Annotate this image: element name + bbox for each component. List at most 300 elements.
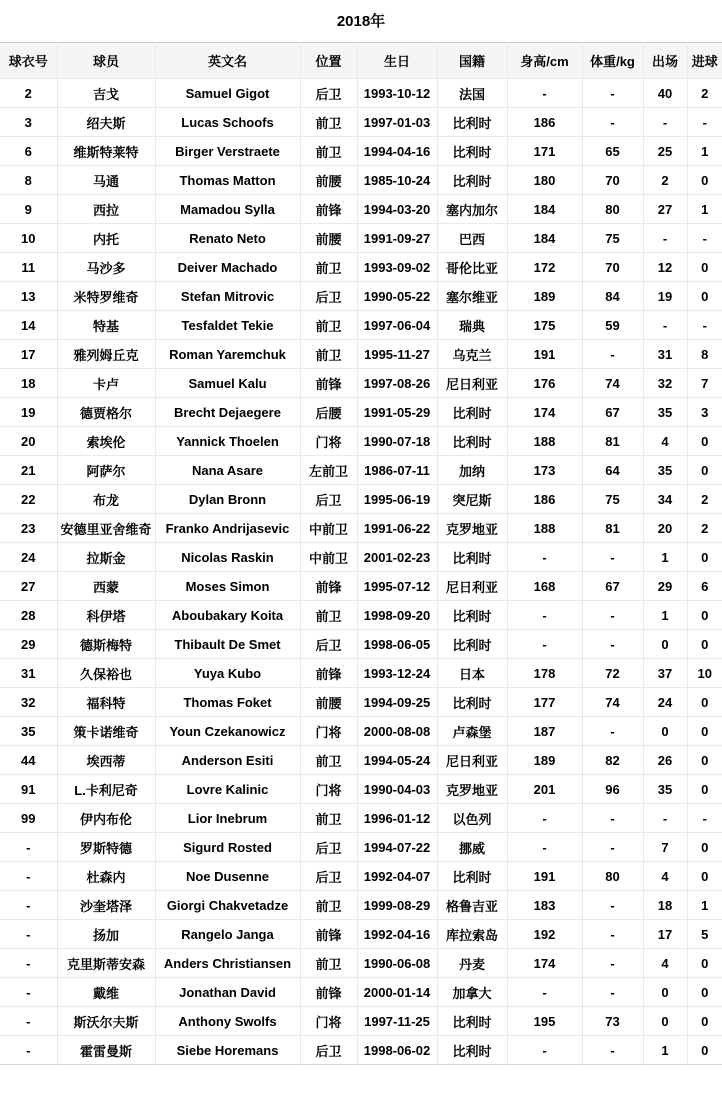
table-cell: 特基 bbox=[57, 311, 155, 340]
table-cell: 1990-05-22 bbox=[357, 282, 437, 311]
table-cell: 99 bbox=[0, 804, 57, 833]
table-cell: 1994-04-16 bbox=[357, 137, 437, 166]
table-cell: 189 bbox=[507, 282, 582, 311]
table-cell: Yuya Kubo bbox=[155, 659, 300, 688]
table-cell: 1992-04-16 bbox=[357, 920, 437, 949]
table-cell: 72 bbox=[582, 659, 643, 688]
table-cell: 1990-06-08 bbox=[357, 949, 437, 978]
table-cell: 27 bbox=[643, 195, 687, 224]
table-cell: 杜森内 bbox=[57, 862, 155, 891]
table-row bbox=[0, 630, 722, 659]
table-cell: 前卫 bbox=[300, 340, 357, 369]
table-row bbox=[0, 485, 722, 514]
table-cell: - bbox=[0, 920, 57, 949]
table-cell: Samuel Gigot bbox=[155, 79, 300, 108]
table-cell: 1995-07-12 bbox=[357, 572, 437, 601]
table-cell: 0 bbox=[687, 427, 722, 456]
table-cell: 0 bbox=[687, 1036, 722, 1065]
table-cell: 192 bbox=[507, 920, 582, 949]
table-cell: 3 bbox=[687, 398, 722, 427]
table-cell: 巴西 bbox=[437, 224, 507, 253]
table-cell: 前卫 bbox=[300, 253, 357, 282]
table-cell: 克罗地亚 bbox=[437, 775, 507, 804]
table-row bbox=[0, 775, 722, 804]
table-cell: 9 bbox=[0, 195, 57, 224]
table-cell: 伊内布伦 bbox=[57, 804, 155, 833]
table-cell: 前卫 bbox=[300, 804, 357, 833]
table-cell: 左前卫 bbox=[300, 456, 357, 485]
table-cell: 后卫 bbox=[300, 1036, 357, 1065]
table-row bbox=[0, 601, 722, 630]
table-cell: 195 bbox=[507, 1007, 582, 1036]
table-row bbox=[0, 804, 722, 833]
table-cell: - bbox=[582, 630, 643, 659]
table-cell: 比利时 bbox=[437, 1036, 507, 1065]
table-cell: 前卫 bbox=[300, 108, 357, 137]
table-cell: Brecht Dejaegere bbox=[155, 398, 300, 427]
table-cell: 策卡诺维奇 bbox=[57, 717, 155, 746]
table-cell: 31 bbox=[643, 340, 687, 369]
table-cell: 1997-08-26 bbox=[357, 369, 437, 398]
table-cell: 久保裕也 bbox=[57, 659, 155, 688]
table-cell: - bbox=[582, 804, 643, 833]
table-cell: 187 bbox=[507, 717, 582, 746]
table-cell: 1997-06-04 bbox=[357, 311, 437, 340]
table-cell: 70 bbox=[582, 166, 643, 195]
table-cell: 96 bbox=[582, 775, 643, 804]
table-cell: 80 bbox=[582, 195, 643, 224]
table-cell: 以色列 bbox=[437, 804, 507, 833]
table-cell: 0 bbox=[687, 456, 722, 485]
table-cell: 180 bbox=[507, 166, 582, 195]
table-cell: Stefan Mitrovic bbox=[155, 282, 300, 311]
table-cell: - bbox=[687, 224, 722, 253]
table-cell: Roman Yaremchuk bbox=[155, 340, 300, 369]
table-row bbox=[0, 949, 722, 978]
table-cell: - bbox=[582, 601, 643, 630]
table-cell: 索埃伦 bbox=[57, 427, 155, 456]
table-cell: 173 bbox=[507, 456, 582, 485]
table-cell: Sigurd Rosted bbox=[155, 833, 300, 862]
table-cell: 后卫 bbox=[300, 862, 357, 891]
table-cell: 1991-09-27 bbox=[357, 224, 437, 253]
table-cell: 22 bbox=[0, 485, 57, 514]
table-cell: 1 bbox=[643, 543, 687, 572]
table-cell: 29 bbox=[643, 572, 687, 601]
table-cell: 91 bbox=[0, 775, 57, 804]
table-cell: Renato Neto bbox=[155, 224, 300, 253]
table-cell: 后卫 bbox=[300, 630, 357, 659]
table-cell: Franko Andrijasevic bbox=[155, 514, 300, 543]
table-cell: 尼日利亚 bbox=[437, 572, 507, 601]
table-cell: 拉斯金 bbox=[57, 543, 155, 572]
table-cell: Nana Asare bbox=[155, 456, 300, 485]
table-cell: - bbox=[507, 1036, 582, 1065]
table-cell: 2000-08-08 bbox=[357, 717, 437, 746]
table-cell: - bbox=[643, 804, 687, 833]
table-cell: 5 bbox=[687, 920, 722, 949]
table-cell: 雅列姆丘克 bbox=[57, 340, 155, 369]
table-cell: 尼日利亚 bbox=[437, 746, 507, 775]
table-cell: 14 bbox=[0, 311, 57, 340]
table-cell: 米特罗维奇 bbox=[57, 282, 155, 311]
table-cell: 2 bbox=[687, 79, 722, 108]
table-row bbox=[0, 166, 722, 195]
table-cell: 18 bbox=[0, 369, 57, 398]
table-cell: 168 bbox=[507, 572, 582, 601]
table-cell: Samuel Kalu bbox=[155, 369, 300, 398]
table-cell: 前锋 bbox=[300, 195, 357, 224]
table-cell: 23 bbox=[0, 514, 57, 543]
table-cell: 13 bbox=[0, 282, 57, 311]
table-cell: - bbox=[0, 891, 57, 920]
table-cell: - bbox=[582, 108, 643, 137]
table-cell: 沙奎塔泽 bbox=[57, 891, 155, 920]
table-cell: Noe Dusenne bbox=[155, 862, 300, 891]
table-row bbox=[0, 746, 722, 775]
table-cell: 加纳 bbox=[437, 456, 507, 485]
table-cell: 福科特 bbox=[57, 688, 155, 717]
table-cell: 0 bbox=[643, 630, 687, 659]
table-cell: 201 bbox=[507, 775, 582, 804]
column-header: 球衣号 bbox=[0, 43, 57, 79]
table-cell: - bbox=[0, 1007, 57, 1036]
table-cell: 65 bbox=[582, 137, 643, 166]
column-header: 球员 bbox=[57, 43, 155, 79]
table-cell: 10 bbox=[0, 224, 57, 253]
table-cell: 后卫 bbox=[300, 79, 357, 108]
table-cell: 35 bbox=[0, 717, 57, 746]
table-cell: 马通 bbox=[57, 166, 155, 195]
table-cell: 丹麦 bbox=[437, 949, 507, 978]
table-row bbox=[0, 572, 722, 601]
table-cell: - bbox=[582, 891, 643, 920]
table-cell: 突尼斯 bbox=[437, 485, 507, 514]
table-cell: 1986-07-11 bbox=[357, 456, 437, 485]
table-cell: 门将 bbox=[300, 1007, 357, 1036]
table-cell: - bbox=[0, 1036, 57, 1065]
table-row bbox=[0, 920, 722, 949]
table-cell: 174 bbox=[507, 398, 582, 427]
table-cell: 171 bbox=[507, 137, 582, 166]
table-cell: 29 bbox=[0, 630, 57, 659]
table-cell: 后卫 bbox=[300, 833, 357, 862]
table-cell: 比利时 bbox=[437, 1007, 507, 1036]
table-cell: 中前卫 bbox=[300, 514, 357, 543]
table-cell: 比利时 bbox=[437, 398, 507, 427]
table-row bbox=[0, 891, 722, 920]
table-row bbox=[0, 253, 722, 282]
table-cell: - bbox=[643, 311, 687, 340]
table-cell: 比利时 bbox=[437, 862, 507, 891]
table-row bbox=[0, 833, 722, 862]
table-cell: - bbox=[643, 108, 687, 137]
table-cell: 44 bbox=[0, 746, 57, 775]
table-cell: 1997-11-25 bbox=[357, 1007, 437, 1036]
table-cell: - bbox=[687, 804, 722, 833]
table-cell: 191 bbox=[507, 862, 582, 891]
table-cell: 前锋 bbox=[300, 920, 357, 949]
table-cell: - bbox=[687, 108, 722, 137]
table-cell: 81 bbox=[582, 514, 643, 543]
table-cell: 11 bbox=[0, 253, 57, 282]
table-cell: 前锋 bbox=[300, 659, 357, 688]
table-cell: 1 bbox=[643, 601, 687, 630]
table-header-row bbox=[0, 43, 722, 79]
table-cell: 177 bbox=[507, 688, 582, 717]
table-cell: 34 bbox=[643, 485, 687, 514]
table-cell: 乌克兰 bbox=[437, 340, 507, 369]
table-cell: - bbox=[582, 717, 643, 746]
table-cell: 8 bbox=[687, 340, 722, 369]
table-cell: 35 bbox=[643, 398, 687, 427]
table-row bbox=[0, 978, 722, 1007]
table-cell: 1985-10-24 bbox=[357, 166, 437, 195]
table-cell: 74 bbox=[582, 688, 643, 717]
table-cell: 4 bbox=[643, 427, 687, 456]
table-cell: 0 bbox=[687, 978, 722, 1007]
table-cell: 1 bbox=[687, 137, 722, 166]
table-cell: 186 bbox=[507, 108, 582, 137]
table-cell: 霍雷曼斯 bbox=[57, 1036, 155, 1065]
table-cell: 加拿大 bbox=[437, 978, 507, 1007]
table-cell: 前锋 bbox=[300, 369, 357, 398]
table-cell: 斯沃尔夫斯 bbox=[57, 1007, 155, 1036]
table-cell: 10 bbox=[687, 659, 722, 688]
table-cell: 4 bbox=[643, 949, 687, 978]
table-cell: 20 bbox=[643, 514, 687, 543]
table-cell: 1992-04-07 bbox=[357, 862, 437, 891]
table-cell: - bbox=[507, 630, 582, 659]
table-row bbox=[0, 543, 722, 572]
table-cell: 0 bbox=[687, 282, 722, 311]
column-header: 位置 bbox=[300, 43, 357, 79]
table-cell: 2001-02-23 bbox=[357, 543, 437, 572]
table-cell: 罗斯特德 bbox=[57, 833, 155, 862]
table-cell: 0 bbox=[687, 746, 722, 775]
table-row bbox=[0, 717, 722, 746]
table-cell: 维斯特莱特 bbox=[57, 137, 155, 166]
table-cell: - bbox=[507, 978, 582, 1007]
table-row bbox=[0, 398, 722, 427]
table-cell: Tesfaldet Tekie bbox=[155, 311, 300, 340]
table-cell: 1995-11-27 bbox=[357, 340, 437, 369]
table-cell: 8 bbox=[0, 166, 57, 195]
table-cell: 0 bbox=[687, 775, 722, 804]
table-cell: 挪威 bbox=[437, 833, 507, 862]
table-cell: L.卡利尼奇 bbox=[57, 775, 155, 804]
table-cell: Deiver Machado bbox=[155, 253, 300, 282]
table-cell: 格鲁吉亚 bbox=[437, 891, 507, 920]
table-cell: 67 bbox=[582, 398, 643, 427]
table-cell: 191 bbox=[507, 340, 582, 369]
table-cell: 1998-06-02 bbox=[357, 1036, 437, 1065]
table-cell: Lior Inebrum bbox=[155, 804, 300, 833]
table-cell: 21 bbox=[0, 456, 57, 485]
table-cell: 0 bbox=[687, 253, 722, 282]
table-cell: 6 bbox=[0, 137, 57, 166]
table-cell: 0 bbox=[687, 949, 722, 978]
column-header: 进球 bbox=[687, 43, 722, 79]
table-cell: - bbox=[0, 949, 57, 978]
table-cell: 比利时 bbox=[437, 601, 507, 630]
table-cell: 26 bbox=[643, 746, 687, 775]
table-cell: 安德里亚舍维奇 bbox=[57, 514, 155, 543]
table-cell: 西蒙 bbox=[57, 572, 155, 601]
table-cell: 1991-06-22 bbox=[357, 514, 437, 543]
table-cell: 比利时 bbox=[437, 543, 507, 572]
table-row bbox=[0, 369, 722, 398]
table-cell: - bbox=[507, 833, 582, 862]
table-cell: 前腰 bbox=[300, 688, 357, 717]
table-cell: 64 bbox=[582, 456, 643, 485]
table-cell: 184 bbox=[507, 224, 582, 253]
table-cell: 4 bbox=[643, 862, 687, 891]
table-cell: 卡卢 bbox=[57, 369, 155, 398]
table-cell: 0 bbox=[687, 862, 722, 891]
table-row bbox=[0, 659, 722, 688]
table-cell: 81 bbox=[582, 427, 643, 456]
table-cell: Dylan Bronn bbox=[155, 485, 300, 514]
table-cell: Lovre Kalinic bbox=[155, 775, 300, 804]
table-cell: 2000-01-14 bbox=[357, 978, 437, 1007]
table-cell: Moses Simon bbox=[155, 572, 300, 601]
table-cell: - bbox=[0, 862, 57, 891]
table-cell: Nicolas Raskin bbox=[155, 543, 300, 572]
table-cell: - bbox=[582, 79, 643, 108]
table-cell: 0 bbox=[687, 833, 722, 862]
table-cell: 183 bbox=[507, 891, 582, 920]
table-cell: 1998-09-20 bbox=[357, 601, 437, 630]
table-cell: 1 bbox=[687, 195, 722, 224]
table-cell: 184 bbox=[507, 195, 582, 224]
table-cell: 189 bbox=[507, 746, 582, 775]
table-cell: - bbox=[643, 224, 687, 253]
table-cell: 德贾格尔 bbox=[57, 398, 155, 427]
table-cell: 扬加 bbox=[57, 920, 155, 949]
table-cell: 3 bbox=[0, 108, 57, 137]
table-cell: 32 bbox=[0, 688, 57, 717]
table-cell: Anders Christiansen bbox=[155, 949, 300, 978]
table-cell: 1994-05-24 bbox=[357, 746, 437, 775]
table-cell: Giorgi Chakvetadze bbox=[155, 891, 300, 920]
table-cell: 比利时 bbox=[437, 630, 507, 659]
table-cell: Thomas Matton bbox=[155, 166, 300, 195]
table-cell: 1999-08-29 bbox=[357, 891, 437, 920]
table-cell: Anderson Esiti bbox=[155, 746, 300, 775]
table-cell: 比利时 bbox=[437, 137, 507, 166]
table-cell: 2 bbox=[687, 514, 722, 543]
table-cell: 前卫 bbox=[300, 746, 357, 775]
table-cell: 17 bbox=[643, 920, 687, 949]
table-cell: - bbox=[507, 79, 582, 108]
table-cell: Thibault De Smet bbox=[155, 630, 300, 659]
table-cell: 7 bbox=[643, 833, 687, 862]
table-cell: 35 bbox=[643, 456, 687, 485]
table-cell: 0 bbox=[687, 630, 722, 659]
table-cell: - bbox=[507, 543, 582, 572]
table-cell: 前卫 bbox=[300, 137, 357, 166]
table-cell: 塞尔维亚 bbox=[437, 282, 507, 311]
table-cell: 1990-04-03 bbox=[357, 775, 437, 804]
table-cell: 门将 bbox=[300, 775, 357, 804]
table-cell: 174 bbox=[507, 949, 582, 978]
table-cell: Jonathan David bbox=[155, 978, 300, 1007]
table-cell: - bbox=[582, 978, 643, 1007]
table-row bbox=[0, 688, 722, 717]
table-cell: 19 bbox=[0, 398, 57, 427]
table-cell: 比利时 bbox=[437, 166, 507, 195]
table-cell: 7 bbox=[687, 369, 722, 398]
table-cell: 70 bbox=[582, 253, 643, 282]
table-row bbox=[0, 456, 722, 485]
table-cell: 2 bbox=[687, 485, 722, 514]
table-cell: 0 bbox=[687, 601, 722, 630]
table-cell: 日本 bbox=[437, 659, 507, 688]
table-cell: 库拉索岛 bbox=[437, 920, 507, 949]
table-cell: 1994-09-25 bbox=[357, 688, 437, 717]
table-row bbox=[0, 108, 722, 137]
table-row bbox=[0, 1036, 722, 1065]
table-cell: 后卫 bbox=[300, 485, 357, 514]
table-cell: 前卫 bbox=[300, 601, 357, 630]
table-cell: 186 bbox=[507, 485, 582, 514]
table-cell: 1997-01-03 bbox=[357, 108, 437, 137]
table-cell: 1993-12-24 bbox=[357, 659, 437, 688]
table-cell: 1990-07-18 bbox=[357, 427, 437, 456]
table-cell: Siebe Horemans bbox=[155, 1036, 300, 1065]
table-cell: 内托 bbox=[57, 224, 155, 253]
table-cell: 后卫 bbox=[300, 282, 357, 311]
table-cell: 74 bbox=[582, 369, 643, 398]
table-cell: 24 bbox=[643, 688, 687, 717]
table-cell: 75 bbox=[582, 485, 643, 514]
table-row bbox=[0, 224, 722, 253]
table-cell: 0 bbox=[687, 166, 722, 195]
table-row bbox=[0, 79, 722, 108]
table-row bbox=[0, 1007, 722, 1036]
table-cell: - bbox=[687, 311, 722, 340]
table-cell: 0 bbox=[687, 688, 722, 717]
table-cell: 0 bbox=[643, 1007, 687, 1036]
table-cell: 17 bbox=[0, 340, 57, 369]
table-cell: - bbox=[582, 949, 643, 978]
table-cell: 1995-06-19 bbox=[357, 485, 437, 514]
table-cell: 前卫 bbox=[300, 891, 357, 920]
table-cell: 1993-10-12 bbox=[357, 79, 437, 108]
column-header: 生日 bbox=[357, 43, 437, 79]
table-cell: - bbox=[582, 920, 643, 949]
table-cell: 瑞典 bbox=[437, 311, 507, 340]
table-cell: 哥伦比亚 bbox=[437, 253, 507, 282]
table-cell: Birger Verstraete bbox=[155, 137, 300, 166]
table-cell: 德斯梅特 bbox=[57, 630, 155, 659]
table-cell: 0 bbox=[687, 1007, 722, 1036]
table-cell: Aboubakary Koita bbox=[155, 601, 300, 630]
table-cell: 178 bbox=[507, 659, 582, 688]
table-cell: 1 bbox=[687, 891, 722, 920]
table-cell: 28 bbox=[0, 601, 57, 630]
table-cell: 18 bbox=[643, 891, 687, 920]
table-cell: 1994-07-22 bbox=[357, 833, 437, 862]
table-cell: 前锋 bbox=[300, 572, 357, 601]
table-cell: 阿萨尔 bbox=[57, 456, 155, 485]
column-header: 体重/kg bbox=[582, 43, 643, 79]
table-row bbox=[0, 340, 722, 369]
table-cell: Lucas Schoofs bbox=[155, 108, 300, 137]
table-cell: 0 bbox=[687, 717, 722, 746]
table-cell: 西拉 bbox=[57, 195, 155, 224]
